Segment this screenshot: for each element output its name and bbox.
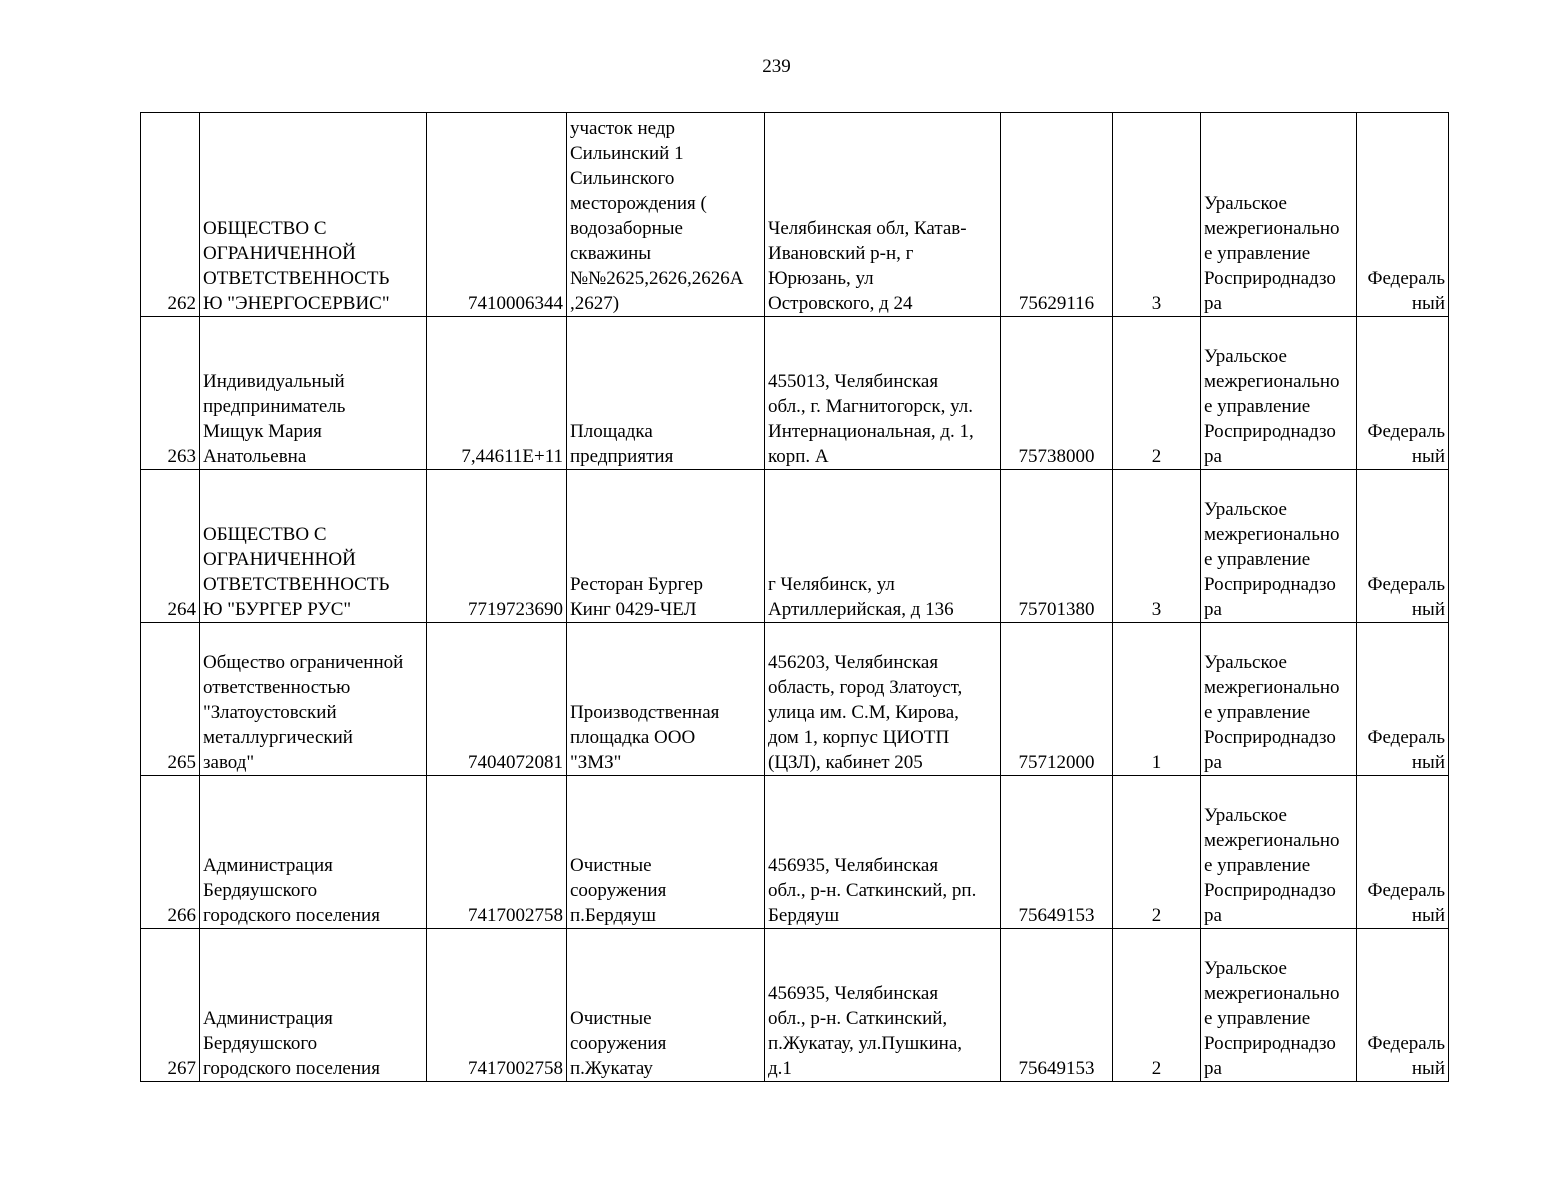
- category-cell: 1: [1113, 623, 1201, 776]
- address-cell: 456935, Челябинская обл., р-н. Саткинский, п.Жукатау, ул.Пушкина, д.1: [765, 929, 1001, 1082]
- organization-name-cell: ОБЩЕСТВО С ОГРАНИЧЕННОЙ ОТВЕТСТВЕННОСТЬ Ю "БУРГЕР РУС": [200, 470, 427, 623]
- organization-name-cell: Общество ограниченной ответственностью "Златоустовский металлургический завод": [200, 623, 427, 776]
- inn-cell: 7417002758: [427, 776, 567, 929]
- table-row: [141, 113, 1449, 317]
- oktmo-cell: 75629116: [1001, 113, 1113, 317]
- category-cell: 2: [1113, 317, 1201, 470]
- register-table: [140, 112, 1449, 1082]
- authority-cell: Уральское межрегионально е управление Росприроднадзо ра: [1201, 929, 1357, 1082]
- oktmo-cell: 75738000: [1001, 317, 1113, 470]
- supervision-level-cell: Федераль ный: [1357, 113, 1449, 317]
- inn-cell: 7417002758: [427, 929, 567, 1082]
- oktmo-cell: 75649153: [1001, 776, 1113, 929]
- organization-name-cell: Индивидуальный предприниматель Мищук Мария Анатольевна: [200, 317, 427, 470]
- table-row: [141, 317, 1449, 470]
- authority-cell: Уральское межрегионально е управление Росприроднадзо ра: [1201, 113, 1357, 317]
- address-cell: 455013, Челябинская обл., г. Магнитогорск, ул. Интернациональная, д. 1, корп. А: [765, 317, 1001, 470]
- category-cell: 3: [1113, 113, 1201, 317]
- inn-cell: 7,44611E+11: [427, 317, 567, 470]
- object-name-cell: участок недр Сильинский 1 Сильинского месторождения ( водозаборные скважины №№2625,2626,2626А ,2627): [567, 113, 765, 317]
- row-number-cell: 265: [141, 623, 200, 776]
- organization-name-cell: Администрация Бердяушского городского поселения: [200, 776, 427, 929]
- address-cell: 456935, Челябинская обл., р-н. Саткинский, рп. Бердяуш: [765, 776, 1001, 929]
- authority-cell: Уральское межрегионально е управление Росприроднадзо ра: [1201, 776, 1357, 929]
- supervision-level-cell: Федераль ный: [1357, 929, 1449, 1082]
- object-name-cell: Ресторан Бургер Кинг 0429-ЧЕЛ: [567, 470, 765, 623]
- organization-name-cell: Администрация Бердяушского городского поселения: [200, 929, 427, 1082]
- row-number-cell: 263: [141, 317, 200, 470]
- authority-cell: Уральское межрегионально е управление Росприроднадзо ра: [1201, 623, 1357, 776]
- category-cell: 2: [1113, 929, 1201, 1082]
- authority-cell: Уральское межрегионально е управление Росприроднадзо ра: [1201, 317, 1357, 470]
- supervision-level-cell: Федераль ный: [1357, 470, 1449, 623]
- table-row: [141, 929, 1449, 1082]
- supervision-level-cell: Федераль ный: [1357, 317, 1449, 470]
- row-number-cell: 264: [141, 470, 200, 623]
- page-number: 239: [762, 56, 791, 77]
- inn-cell: 7410006344: [427, 113, 567, 317]
- row-number-cell: 262: [141, 113, 200, 317]
- table-row: [141, 470, 1449, 623]
- organization-name-cell: ОБЩЕСТВО С ОГРАНИЧЕННОЙ ОТВЕТСТВЕННОСТЬ Ю "ЭНЕРГОСЕРВИС": [200, 113, 427, 317]
- row-number-cell: 266: [141, 776, 200, 929]
- category-cell: 2: [1113, 776, 1201, 929]
- address-cell: г Челябинск, ул Артиллерийская, д 136: [765, 470, 1001, 623]
- address-cell: Челябинская обл, Катав- Ивановский р-н, г Юрюзань, ул Островского, д 24: [765, 113, 1001, 317]
- oktmo-cell: 75712000: [1001, 623, 1113, 776]
- category-cell: 3: [1113, 470, 1201, 623]
- oktmo-cell: 75701380: [1001, 470, 1113, 623]
- object-name-cell: Площадка предприятия: [567, 317, 765, 470]
- address-cell: 456203, Челябинская область, город Златоуст, улица им. С.М, Кирова, дом 1, корпус ЦИОТП (ЦЗЛ), кабинет 205: [765, 623, 1001, 776]
- object-name-cell: Производственная площадка ООО "ЗМЗ": [567, 623, 765, 776]
- authority-cell: Уральское межрегионально е управление Росприроднадзо ра: [1201, 470, 1357, 623]
- inn-cell: 7404072081: [427, 623, 567, 776]
- row-number-cell: 267: [141, 929, 200, 1082]
- table-row: [141, 776, 1449, 929]
- supervision-level-cell: Федераль ный: [1357, 776, 1449, 929]
- inn-cell: 7719723690: [427, 470, 567, 623]
- object-name-cell: Очистные сооружения п.Жукатау: [567, 929, 765, 1082]
- table-row: [141, 623, 1449, 776]
- oktmo-cell: 75649153: [1001, 929, 1113, 1082]
- supervision-level-cell: Федераль ный: [1357, 623, 1449, 776]
- object-name-cell: Очистные сооружения п.Бердяуш: [567, 776, 765, 929]
